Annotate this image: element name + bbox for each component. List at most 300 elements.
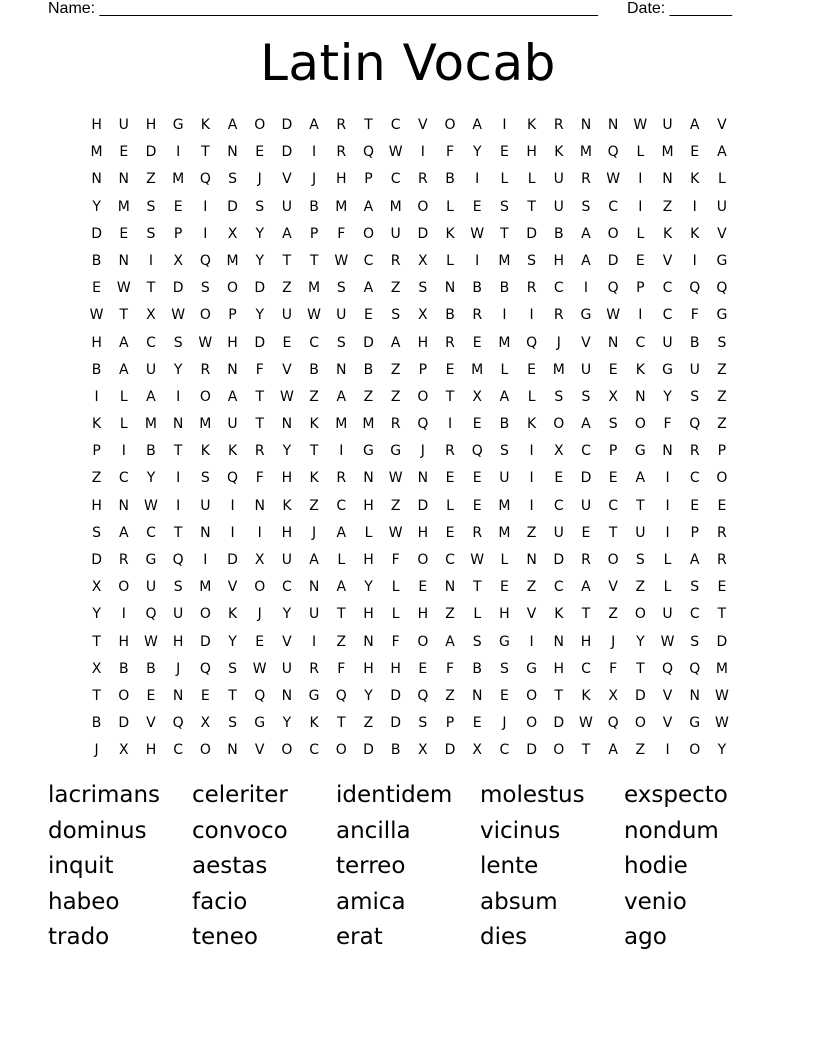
grid-letter: G	[308, 687, 320, 704]
grid-letter: I	[447, 416, 453, 433]
grid-row	[83, 547, 743, 574]
grid-letter: L	[446, 497, 454, 514]
word-bank-item: lente	[480, 853, 539, 879]
grid-letter: U	[308, 606, 320, 623]
grid-row	[83, 574, 743, 601]
grid-letter: S	[554, 388, 564, 405]
grid-letter: U	[499, 470, 510, 487]
grid-letter: T	[255, 388, 264, 405]
grid-letter: M	[362, 416, 375, 433]
grid-letter: W	[279, 388, 294, 405]
grid-letter: Q	[607, 715, 619, 732]
grid-letter: Y	[173, 361, 183, 378]
grid-row	[83, 737, 743, 764]
grid-letter: N	[118, 497, 130, 514]
grid-letter: N	[172, 416, 184, 433]
grid-letter: H	[390, 660, 401, 677]
grid-letter: Q	[199, 171, 211, 188]
grid-letter: O	[199, 606, 211, 623]
grid-letter: U	[553, 171, 564, 188]
grid-letter: O	[417, 552, 429, 568]
grid-letter: S	[690, 633, 700, 650]
grid-letter: U	[200, 497, 211, 514]
grid-letter: V	[717, 117, 727, 133]
grid-letter: F	[446, 660, 455, 677]
grid-letter: L	[663, 552, 672, 568]
grid-letter: Y	[282, 715, 292, 732]
grid-letter: O	[417, 633, 429, 650]
grid-letter: D	[254, 334, 266, 351]
grid-letter: E	[255, 144, 265, 161]
grid-letter: K	[200, 443, 210, 460]
grid-letter: Q	[662, 660, 674, 677]
grid-letter: W	[388, 524, 403, 541]
grid-letter: E	[445, 524, 455, 541]
word-bank-item: nondum	[624, 817, 719, 844]
grid-letter: K	[227, 443, 238, 460]
grid-letter: I	[638, 198, 643, 215]
grid-letter: O	[444, 117, 456, 133]
grid-letter: E	[608, 470, 618, 487]
grid-letter: H	[91, 497, 102, 514]
grid-letter: R	[309, 660, 319, 677]
grid-letter: B	[91, 361, 102, 378]
grid-letter: F	[255, 470, 264, 487]
grid-letter: M	[172, 171, 185, 188]
grid-letter: H	[145, 117, 157, 133]
grid-letter: O	[118, 687, 130, 704]
grid-letter: M	[389, 198, 402, 215]
grid-letter: R	[472, 307, 483, 324]
grid-letter: M	[471, 361, 484, 378]
grid-letter: S	[228, 715, 237, 732]
grid-letter: K	[92, 416, 102, 433]
grid-letter: P	[636, 280, 645, 297]
grid-letter: I	[94, 388, 99, 405]
grid-letter: M	[144, 416, 158, 433]
grid-letter: Z	[717, 361, 727, 378]
grid-letter: H	[281, 470, 293, 487]
grid-letter: A	[472, 117, 482, 133]
grid-letter: M	[552, 361, 565, 378]
grid-letter: I	[692, 252, 697, 269]
grid-letter: Q	[716, 280, 728, 297]
grid-letter: N	[308, 579, 320, 596]
grid-letter: E	[200, 687, 210, 704]
grid-letter: O	[281, 742, 293, 759]
grid-letter: Y	[717, 742, 727, 759]
grid-letter: C	[662, 307, 673, 324]
grid-letter: B	[118, 660, 129, 677]
grid-letter: Y	[255, 225, 264, 242]
grid-letter: N	[281, 687, 293, 704]
grid-letter: T	[309, 443, 319, 460]
grid-row	[83, 248, 743, 275]
grid-letter: U	[390, 225, 401, 242]
grid-letter: I	[420, 144, 425, 161]
grid-letter: W	[714, 687, 729, 704]
grid-letter: Z	[445, 606, 455, 623]
grid-letter: A	[689, 117, 700, 133]
grid-letter: H	[91, 117, 102, 133]
grid-letter: J	[502, 715, 507, 732]
grid-letter: K	[554, 144, 564, 161]
grid-letter: A	[390, 334, 401, 351]
grid-letter: C	[553, 497, 564, 514]
grid-letter: L	[636, 225, 645, 242]
grid-letter: O	[634, 416, 646, 433]
grid-letter: X	[472, 742, 483, 759]
grid-letter: A	[146, 388, 156, 405]
page-title: Latin Vocab	[260, 34, 556, 92]
grid-letter: O	[716, 470, 728, 487]
grid-letter: X	[91, 579, 102, 596]
word-bank-item: aestas	[192, 853, 268, 879]
grid-letter: O	[526, 715, 538, 732]
grid-letter: D	[91, 225, 102, 242]
grid-letter: K	[309, 715, 319, 732]
grid-letter: H	[499, 606, 510, 623]
grid-letter: D	[145, 144, 157, 161]
grid-letter: S	[391, 307, 401, 324]
grid-letter: O	[254, 117, 266, 133]
grid-letter: E	[92, 280, 102, 297]
grid-letter: M	[226, 252, 239, 269]
grid-letter: L	[473, 606, 482, 623]
grid-letter: T	[119, 307, 129, 324]
grid-letter: Z	[662, 198, 673, 215]
grid-letter: E	[255, 633, 265, 650]
grid-letter: Q	[689, 660, 701, 677]
grid-letter: Y	[636, 633, 645, 650]
grid-letter: I	[475, 252, 480, 269]
word-bank-item: terreo	[336, 853, 406, 879]
grid-letter: Q	[254, 687, 266, 704]
grid-letter: F	[391, 633, 400, 650]
grid-letter: Z	[390, 388, 401, 405]
grid-letter: C	[118, 470, 129, 487]
grid-letter: V	[282, 361, 292, 378]
grid-letter: E	[472, 497, 482, 514]
grid-letter: S	[472, 633, 482, 650]
grid-letter: I	[203, 225, 208, 242]
grid-letter: E	[472, 715, 482, 732]
grid-letter: V	[254, 742, 265, 759]
grid-letter: B	[445, 171, 455, 188]
grid-letter: N	[281, 416, 293, 433]
grid-letter: S	[635, 552, 645, 568]
grid-letter: Z	[608, 606, 618, 623]
grid-letter: Y	[472, 144, 482, 161]
grid-letter: Z	[635, 742, 646, 759]
grid-letter: I	[529, 470, 534, 487]
grid-letter: I	[312, 633, 317, 650]
grid-letter: B	[499, 280, 510, 297]
grid-letter: D	[227, 552, 238, 568]
grid-letter: P	[608, 443, 618, 460]
grid-letter: N	[607, 117, 619, 133]
grid-letter: E	[527, 361, 537, 378]
grid-letter: V	[717, 225, 727, 242]
grid-letter: I	[230, 497, 235, 514]
grid-letter: Y	[255, 252, 264, 269]
grid-letter: H	[526, 144, 537, 161]
grid-letter: W	[89, 307, 104, 324]
grid-letter: C	[689, 470, 700, 487]
grid-letter: X	[418, 307, 428, 324]
grid-letter: Z	[363, 388, 374, 405]
grid-letter: A	[581, 252, 591, 269]
grid-letter: D	[553, 715, 565, 732]
grid-letter: E	[418, 579, 428, 596]
grid-letter: O	[607, 552, 619, 568]
grid-letter: C	[309, 334, 319, 351]
grid-letter: N	[227, 144, 238, 161]
grid-letter: K	[227, 606, 238, 623]
grid-letter: L	[446, 198, 454, 215]
grid-letter: Z	[526, 524, 537, 541]
grid-letter: O	[553, 742, 565, 759]
grid-letter: L	[663, 579, 672, 596]
grid-letter: V	[581, 334, 591, 351]
grid-letter: Y	[146, 470, 156, 487]
grid-letter: T	[337, 606, 346, 623]
grid-letter: Y	[255, 307, 264, 324]
grid-letter: A	[363, 198, 374, 215]
grid-letter: R	[689, 443, 700, 460]
word-bank-item: dies	[480, 924, 528, 950]
grid-row	[83, 601, 743, 628]
grid-letter: O	[634, 606, 646, 623]
grid-letter: A	[608, 742, 618, 759]
grid-letter: P	[690, 524, 699, 541]
grid-letter: F	[609, 660, 618, 677]
grid-letter: E	[282, 334, 292, 351]
word-bank-item: identidem	[336, 782, 453, 808]
grid-letter: Q	[689, 280, 701, 297]
grid-letter: I	[583, 280, 589, 297]
grid-letter: N	[417, 470, 429, 487]
grid-letter: I	[176, 470, 181, 487]
grid-letter: U	[689, 361, 700, 378]
grid-letter: E	[608, 361, 618, 378]
grid-row	[83, 139, 743, 166]
grid-letter: Q	[172, 715, 184, 732]
grid-letter: R	[717, 552, 727, 568]
grid-letter: X	[418, 742, 428, 759]
grid-letter: U	[281, 307, 293, 324]
grid-row	[83, 357, 743, 384]
grid-letter: C	[581, 660, 591, 677]
grid-letter: A	[118, 524, 129, 541]
grid-letter: W	[116, 280, 131, 297]
grid-letter: N	[689, 687, 700, 704]
grid-letter: C	[336, 497, 347, 514]
grid-row	[83, 330, 743, 357]
grid-letter: Y	[228, 633, 237, 650]
grid-letter: Q	[227, 470, 239, 487]
grid-letter: I	[176, 388, 181, 405]
grid-letter: P	[717, 443, 727, 460]
grid-letter: L	[500, 171, 509, 188]
grid-letter: S	[608, 416, 618, 433]
grid-letter: L	[119, 388, 128, 405]
grid-row	[83, 384, 743, 411]
grid-letter: O	[199, 742, 211, 759]
grid-letter: G	[172, 117, 184, 133]
word-bank-item: habeo	[48, 888, 120, 915]
grid-letter: Q	[145, 606, 157, 623]
grid-letter: N	[363, 470, 374, 487]
grid-letter: R	[526, 280, 537, 297]
grid-letter: A	[336, 524, 347, 541]
grid-letter: I	[529, 443, 534, 460]
grid-letter: O	[254, 579, 266, 596]
grid-letter: N	[91, 171, 102, 188]
grid-letter: H	[553, 252, 565, 269]
grid-letter: A	[309, 552, 319, 568]
grid-letter: D	[526, 742, 537, 759]
grid-letter: D	[172, 280, 184, 297]
grid-letter: K	[527, 416, 537, 433]
grid-letter: E	[173, 198, 183, 215]
grid-row	[83, 112, 743, 139]
grid-letter: F	[255, 361, 264, 378]
grid-letter: M	[715, 660, 728, 677]
grid-letter: Y	[663, 388, 672, 405]
grid-letter: S	[173, 334, 183, 351]
grid-letter: I	[529, 633, 534, 650]
grid-letter: T	[472, 579, 482, 596]
grid-letter: K	[690, 225, 700, 242]
grid-letter: D	[363, 742, 374, 759]
grid-letter: S	[527, 252, 537, 269]
grid-letter: U	[118, 117, 129, 133]
grid-letter: B	[146, 660, 156, 677]
grid-letter: I	[176, 497, 181, 514]
grid-letter: W	[606, 171, 621, 188]
grid-letter: Z	[309, 388, 319, 405]
word-bank-item: celeriter	[192, 782, 288, 808]
grid-letter: C	[146, 334, 156, 351]
grid-letter: B	[309, 361, 319, 378]
grid-letter: U	[553, 198, 564, 215]
grid-letter: Z	[390, 497, 401, 514]
word-bank-item: hodie	[624, 853, 688, 879]
grid-letter: R	[417, 171, 428, 188]
grid-letter: Z	[390, 361, 401, 378]
grid-letter: W	[144, 633, 158, 650]
grid-letter: X	[608, 388, 618, 405]
grid-letter: J	[257, 171, 262, 188]
grid-letter: I	[475, 171, 480, 188]
grid-letter: A	[118, 361, 129, 378]
grid-letter: N	[172, 687, 184, 704]
grid-letter: G	[580, 307, 592, 324]
grid-letter: N	[444, 579, 456, 596]
grid-letter: D	[118, 715, 130, 732]
grid-letter: W	[606, 307, 621, 324]
word-bank-item: exspecto	[624, 782, 728, 808]
grid-letter: L	[391, 579, 400, 596]
grid-letter: D	[363, 334, 374, 351]
grid-letter: V	[146, 715, 156, 732]
grid-letter: C	[390, 117, 401, 133]
grid-letter: L	[446, 252, 454, 269]
grid-letter: J	[257, 606, 262, 623]
grid-letter: P	[418, 361, 428, 378]
grid-letter: Z	[146, 171, 156, 188]
grid-letter: G	[689, 715, 701, 732]
grid-letter: G	[390, 443, 402, 460]
grid-letter: E	[119, 144, 129, 161]
grid-letter: J	[611, 633, 616, 650]
grid-letter: V	[662, 687, 673, 704]
grid-letter: S	[92, 524, 102, 541]
grid-row	[83, 520, 743, 547]
grid-letter: O	[362, 225, 374, 242]
grid-letter: P	[445, 715, 455, 732]
grid-letter: Q	[417, 687, 429, 704]
grid-letter: Z	[363, 715, 374, 732]
word-bank-item: trado	[48, 924, 110, 950]
grid-letter: P	[92, 443, 101, 460]
grid-letter: I	[502, 307, 507, 324]
grid-letter: N	[471, 687, 483, 704]
grid-letter: I	[692, 198, 697, 215]
grid-letter: G	[145, 552, 157, 568]
grid-letter: J	[176, 660, 181, 677]
grid-letter: C	[553, 280, 564, 297]
grid-letter: E	[472, 470, 482, 487]
word-bank-item: inquit	[48, 853, 114, 879]
grid-letter: V	[662, 252, 673, 269]
grid-letter: E	[499, 687, 509, 704]
grid-row	[83, 166, 743, 193]
grid-letter: T	[201, 144, 210, 161]
grid-letter: Y	[282, 443, 292, 460]
grid-letter: H	[417, 524, 429, 541]
grid-letter: T	[636, 497, 645, 514]
grid-letter: J	[420, 443, 425, 460]
grid-letter: H	[145, 742, 157, 759]
grid-letter: B	[91, 715, 102, 732]
grid-letter: L	[636, 144, 645, 161]
grid-letter: S	[717, 334, 727, 351]
word-bank-item: teneo	[192, 924, 258, 950]
grid-letter: W	[633, 117, 648, 133]
grid-letter: K	[690, 171, 700, 188]
grid-letter: S	[581, 388, 591, 405]
grid-letter: C	[553, 579, 564, 596]
grid-letter: K	[445, 225, 455, 242]
grid-letter: S	[581, 198, 591, 215]
grid-letter: S	[173, 579, 183, 596]
grid-row	[83, 302, 743, 329]
grid-letter: T	[527, 198, 536, 215]
grid-letter: X	[227, 225, 238, 242]
grid-letter: R	[581, 171, 591, 188]
grid-letter: H	[417, 606, 429, 623]
grid-letter: J	[94, 742, 99, 759]
grid-letter: D	[390, 687, 402, 704]
word-bank-item: convoco	[192, 817, 288, 844]
grid-letter: R	[472, 524, 483, 541]
grid-letter: N	[254, 497, 265, 514]
grid-letter: I	[203, 198, 208, 215]
grid-letter: Z	[91, 470, 102, 487]
grid-row	[83, 194, 743, 221]
